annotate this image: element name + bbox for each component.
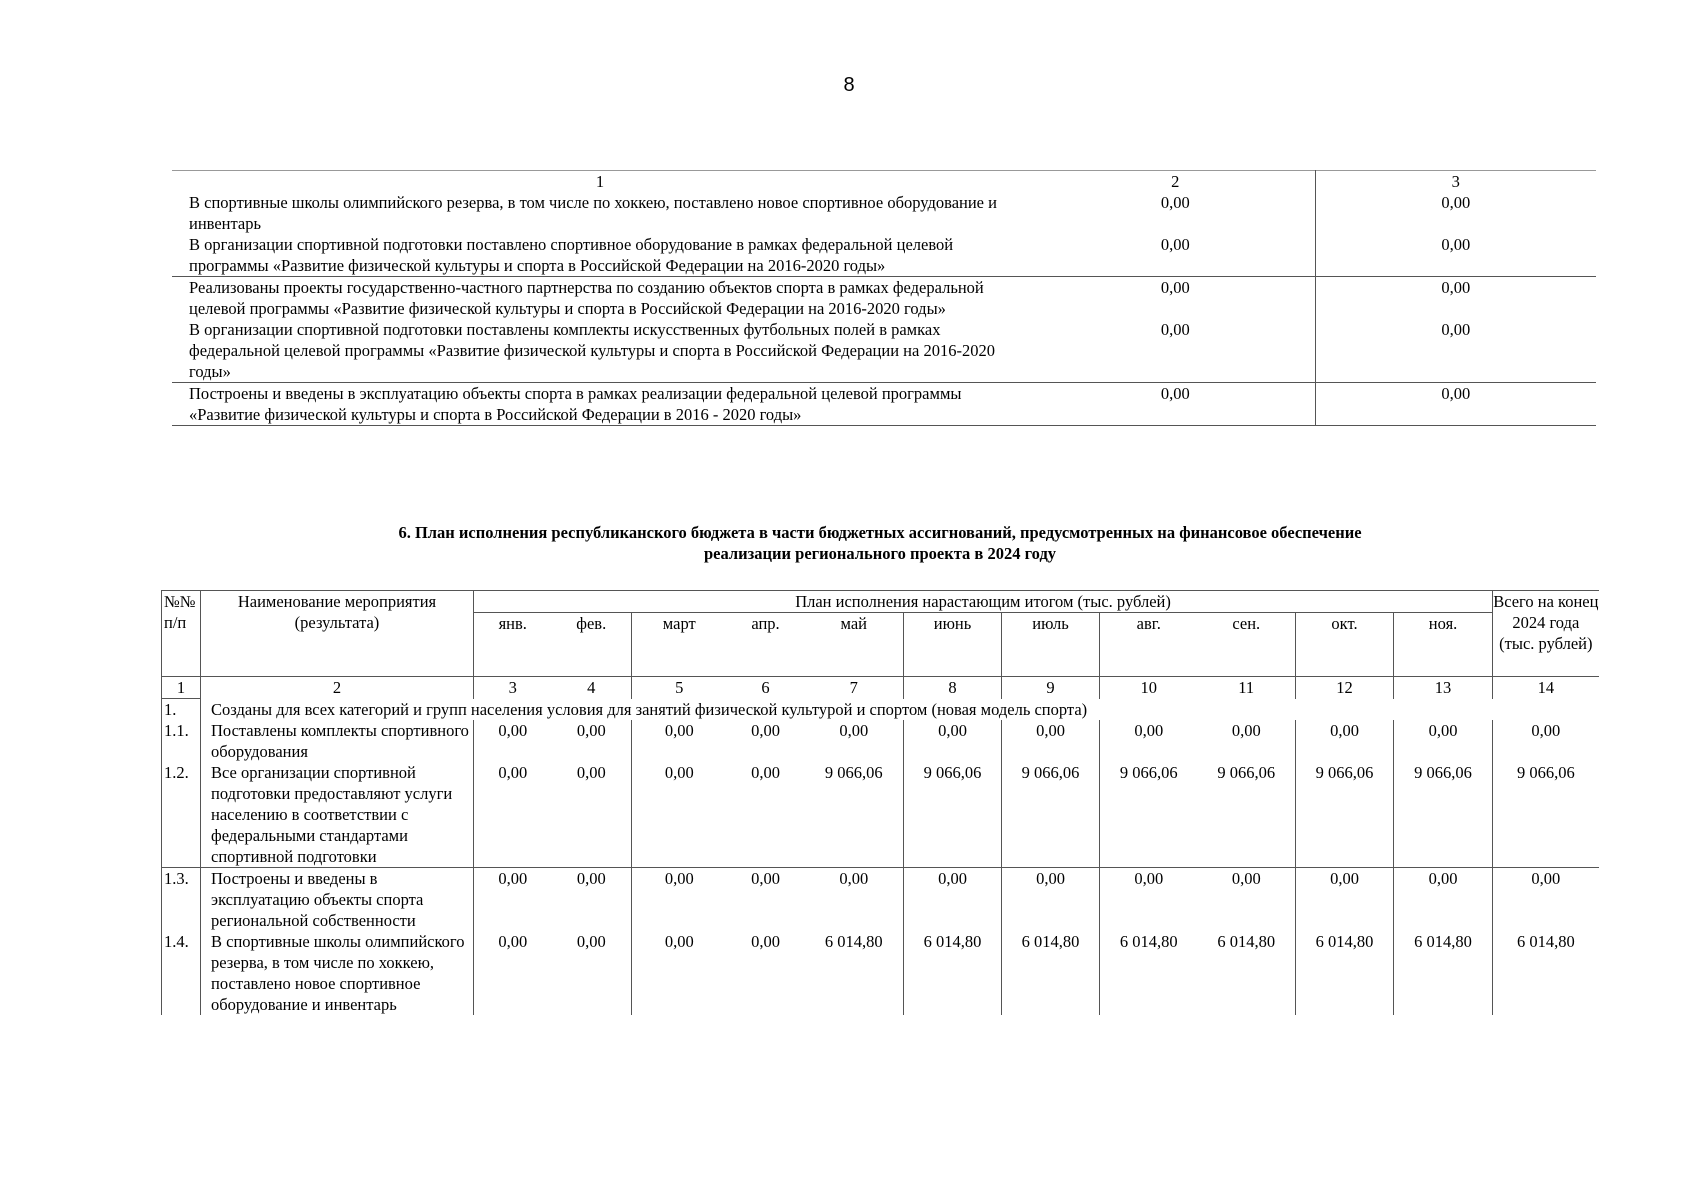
result-text: В организации спортивной подготовки поставлены комплекты искусственных футбольных полей в рамках федеральной целевой программы «Развитие физической культуры и спорта в Российской Федерации на 2016-2020 годы» xyxy=(189,320,995,381)
value-cell: 6 014,80 xyxy=(805,931,904,1015)
value-cell: 0,00 xyxy=(751,932,780,951)
index-cell: 14 xyxy=(1493,677,1599,699)
section-num: 1. xyxy=(162,699,201,721)
value-cell: 9 066,06 xyxy=(1516,763,1575,782)
value-cell: 6 014,80 xyxy=(1002,931,1100,1015)
value-cell: 0,00 xyxy=(474,868,552,932)
row-name: Поставлены комплекты спортивного оборудования xyxy=(201,720,474,762)
table-row xyxy=(172,383,1596,426)
value-cell: 0,00 xyxy=(1493,868,1599,932)
value-cell: 0,00 xyxy=(1441,320,1471,339)
value-cell: 0,00 xyxy=(664,932,694,951)
month-cell: сен. xyxy=(1198,613,1296,677)
value-cell: 6 014,80 xyxy=(1516,932,1575,951)
value-cell: 6 014,80 xyxy=(1296,931,1394,1015)
value-cell: 0,00 xyxy=(1036,234,1315,277)
value-cell: 0,00 xyxy=(552,720,632,762)
row-num: 1.4. xyxy=(162,931,201,1015)
page-number: 8 xyxy=(843,74,855,96)
value-cell: 0,00 xyxy=(552,762,632,868)
index-cell: 9 xyxy=(1002,677,1100,699)
value-cell: 0,00 xyxy=(498,932,528,951)
month-cell: март xyxy=(662,614,696,633)
value-cell: 0,00 xyxy=(1036,319,1315,383)
index-cell: 7 xyxy=(805,677,904,699)
value-cell: 0,00 xyxy=(1315,383,1596,426)
value-cell: 0,00 xyxy=(664,763,694,782)
value-cell: 0,00 xyxy=(1036,277,1315,320)
month-cell: ноя. xyxy=(1428,614,1458,633)
row-name: В спортивные школы олимпийского резерва, в том числе по хоккею, поставлено новое спортивное оборудование и инвентарь xyxy=(201,931,474,1015)
row-num: 1.1. xyxy=(162,720,201,762)
value-cell: 0,00 xyxy=(1441,193,1471,212)
index-cell: 6 xyxy=(727,677,805,699)
result-text: В спортивные школы олимпийского резерва, в том числе по хоккею, поставлено новое спортивное оборудование и инвентарь xyxy=(189,193,997,233)
table-row xyxy=(162,868,1599,932)
value-cell: 0,00 xyxy=(1036,383,1315,426)
value-cell: 0,00 xyxy=(805,868,904,932)
value-cell: 0,00 xyxy=(727,868,805,932)
total-header: Всего на конец 2024 года (тыс. рублей) xyxy=(1493,591,1599,677)
value-cell: 0,00 xyxy=(552,868,632,932)
value-cell: 0,00 xyxy=(1531,721,1561,740)
col-name-header: Наименование мероприятия (результата) xyxy=(201,591,474,677)
value-cell: 0,00 xyxy=(1198,868,1296,932)
value-cell: 0,00 xyxy=(904,868,1002,932)
value-cell: 0,00 xyxy=(1441,235,1471,254)
month-cell: май xyxy=(805,613,904,677)
index-cell: 11 xyxy=(1198,677,1296,699)
value-cell: 6 014,80 xyxy=(1394,931,1493,1015)
value-cell: 9 066,06 xyxy=(1119,763,1178,782)
value-cell: 0,00 xyxy=(1296,720,1394,762)
index-cell: 5 xyxy=(632,677,727,699)
value-cell: 0,00 xyxy=(1002,868,1100,932)
value-cell: 0,00 xyxy=(632,868,727,932)
continued-results-table xyxy=(172,170,1596,426)
value-cell: 6 014,80 xyxy=(904,931,1002,1015)
index-cell: 13 xyxy=(1394,677,1493,699)
header-cell: 1 xyxy=(172,171,1036,193)
header-cell: 3 xyxy=(1315,171,1596,193)
month-cell: фев. xyxy=(552,613,632,677)
value-cell: 0,00 xyxy=(664,721,694,740)
row-num: 1.3. xyxy=(162,868,201,932)
index-cell: 8 xyxy=(904,677,1002,699)
month-cell: авг. xyxy=(1136,614,1161,633)
value-cell: 0,00 xyxy=(805,720,904,762)
value-cell: 9 066,06 xyxy=(1002,762,1100,868)
index-row xyxy=(162,677,1599,699)
value-cell: 0,00 xyxy=(1134,721,1164,740)
table-header-row xyxy=(172,171,1596,193)
value-cell: 6 014,80 xyxy=(1119,932,1178,951)
month-cell: янв. xyxy=(498,614,527,633)
index-cell: 12 xyxy=(1296,677,1394,699)
table-row xyxy=(162,762,1599,868)
value-cell: 0,00 xyxy=(1394,720,1493,762)
row-num: 1.2. xyxy=(162,762,201,868)
value-cell: 0,00 xyxy=(552,931,632,1015)
plan-header: План исполнения нарастающим итогом (тыс. рублей) xyxy=(474,591,1493,613)
value-cell: 0,00 xyxy=(904,720,1002,762)
month-cell: июль xyxy=(1002,613,1100,677)
index-cell: 10 xyxy=(1100,677,1198,699)
section-title xyxy=(300,522,1460,564)
table-row xyxy=(162,720,1599,762)
value-cell: 9 066,06 xyxy=(1198,762,1296,868)
result-text: В организации спортивной подготовки поставлено спортивное оборудование в рамках федеральной целевой программы «Развитие физической культуры и спорта в Российской Федерации на 2016-2020 годы» xyxy=(189,235,954,275)
value-cell: 0,00 xyxy=(1394,868,1493,932)
index-cell: 1 xyxy=(162,677,201,699)
month-cell: окт. xyxy=(1296,613,1394,677)
index-cell: 2 xyxy=(201,677,474,699)
value-cell: 0,00 xyxy=(1315,277,1596,320)
month-cell: апр. xyxy=(751,614,780,633)
value-cell: 0,00 xyxy=(1198,720,1296,762)
value-cell: 6 014,80 xyxy=(1198,931,1296,1015)
index-cell: 3 xyxy=(474,677,552,699)
table-row xyxy=(172,192,1596,234)
row-name: Построены и введены в эксплуатацию объекты спорта региональной собственности xyxy=(201,868,474,932)
col-num-header: №№ п/п xyxy=(162,591,201,677)
row-name: Все организации спортивной подготовки предоставляют услуги населению в соответствии с федеральными стандартами спортивной подготовки xyxy=(201,762,474,868)
header-cell: 2 xyxy=(1036,171,1315,193)
value-cell: 0,00 xyxy=(1002,720,1100,762)
table-header-row xyxy=(162,591,1599,613)
value-cell: 0,00 xyxy=(498,721,528,740)
section-row xyxy=(162,699,1599,721)
value-cell: 0,00 xyxy=(1036,192,1315,234)
table-row xyxy=(162,931,1599,1015)
section-title-line: 6. План исполнения республиканского бюджета в части бюджетных ассигнований, предусмотренных на финансовое обеспечение xyxy=(398,523,1362,542)
value-cell: 0,00 xyxy=(498,763,528,782)
value-cell: 9 066,06 xyxy=(1296,762,1394,868)
value-cell: 9 066,06 xyxy=(1394,762,1493,868)
value-cell: 0,00 xyxy=(1296,868,1394,932)
result-text: Реализованы проекты государственно-частного партнерства по созданию объектов спорта в рамках федеральной целевой программы «Развитие физической культуры и спорта в Российской Федерации на 2016-2020 годы» xyxy=(172,277,1036,320)
result-text: Построены и введены в эксплуатацию объекты спорта в рамках реализации федеральной целевой программы «Развитие физической культуры и спорта в Российской Федерации в 2016 - 2020 годы» xyxy=(172,383,1036,426)
section-text: Созданы для всех категорий и групп населения условия для занятий физической культурой и спортом (новая модель спорта) xyxy=(211,699,1088,719)
value-cell: 0,00 xyxy=(751,763,780,782)
section-title-line: реализации регионального проекта в 2024 году xyxy=(703,544,1057,563)
value-cell: 0,00 xyxy=(751,721,780,740)
month-cell: июнь xyxy=(904,613,1002,677)
value-cell: 0,00 xyxy=(1100,868,1198,932)
index-cell: 4 xyxy=(552,677,632,699)
table-row xyxy=(172,319,1596,383)
table-row xyxy=(172,234,1596,277)
value-cell: 9 066,06 xyxy=(904,762,1002,868)
value-cell: 9 066,06 xyxy=(805,762,904,868)
budget-plan-table xyxy=(161,590,1599,1015)
table-row xyxy=(172,277,1596,320)
